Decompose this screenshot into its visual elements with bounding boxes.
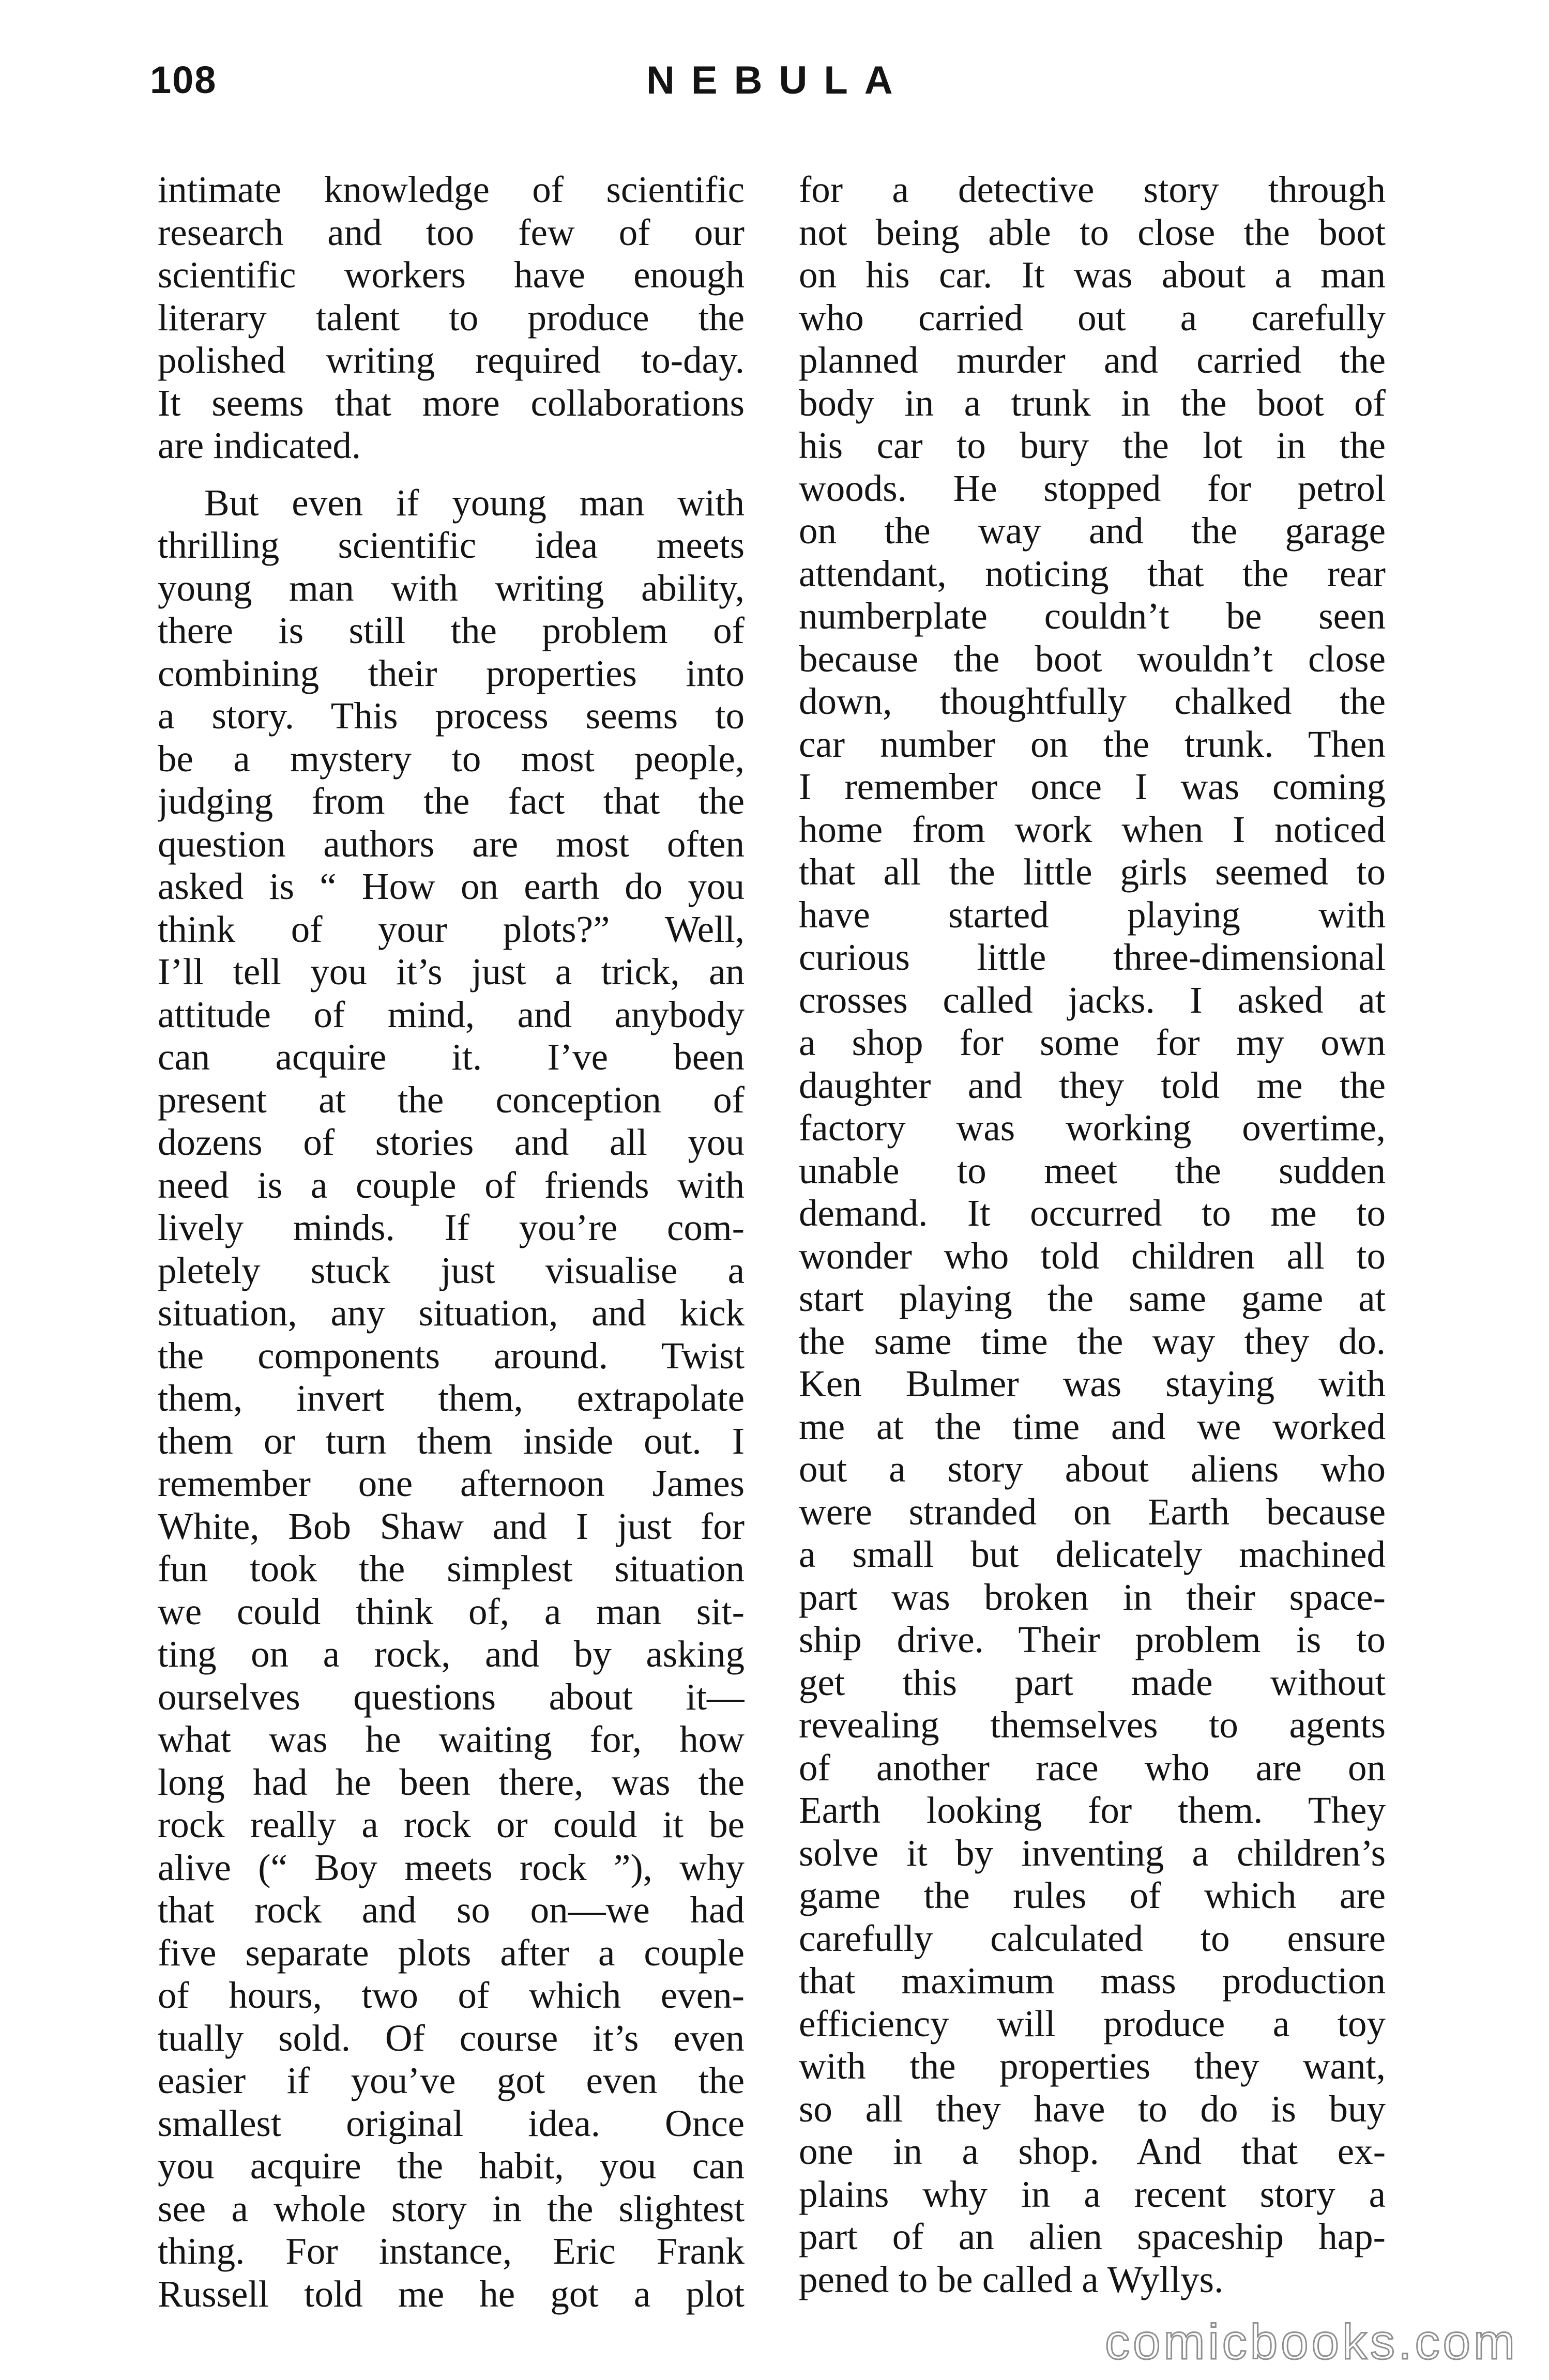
- text-line: a small but delicately machined: [799, 1533, 1386, 1575]
- text-line: of hours, two of which even-: [158, 1974, 745, 2016]
- text-line: them or turn them inside out. I: [158, 1420, 745, 1462]
- text-line: long had he been there, was the: [158, 1761, 745, 1803]
- text-line: because the boot wouldn’t close: [799, 637, 1386, 680]
- text-line: carefully calculated to ensure: [799, 1917, 1386, 1959]
- running-title: NEBULA: [646, 58, 909, 102]
- text-line: need is a couple of friends with: [158, 1164, 745, 1206]
- text-line: pened to be called a Wyllys.: [799, 2258, 1224, 2300]
- text-line: woods. He stopped for petrol: [799, 467, 1386, 509]
- left-text-column: [158, 169, 745, 2315]
- text-line: fun took the simplest situation: [158, 1548, 745, 1590]
- text-line: on his car. It was about a man: [799, 254, 1386, 296]
- text-line: that all the little girls seemed to: [799, 851, 1386, 893]
- text-line: part of an alien spaceship hap-: [799, 2216, 1386, 2257]
- text-line: planned murder and carried the: [799, 339, 1386, 381]
- text-line: easier if you’ve got even the: [158, 2059, 745, 2101]
- right-text-column: [799, 169, 1386, 2301]
- text-line: be a mystery to most people,: [158, 737, 745, 780]
- paragraph: [799, 169, 1386, 2301]
- text-line: I’ll tell you it’s just a trick, an: [158, 951, 745, 993]
- text-line: out a story about aliens who: [799, 1448, 1386, 1490]
- text-line: can acquire it. I’ve been: [158, 1036, 745, 1078]
- text-line: not being able to close the boot: [799, 211, 1386, 253]
- text-line: five separate plots after a couple: [158, 1931, 745, 1974]
- text-line: that rock and so on—we had: [158, 1889, 745, 1931]
- text-line: rock really a rock or could it be: [158, 1804, 745, 1845]
- text-line: with the properties they want,: [799, 2045, 1386, 2087]
- text-line: attendant, noticing that the rear: [799, 552, 1386, 594]
- text-line: factory was working overtime,: [799, 1107, 1386, 1149]
- text-line: curious little three-dimensional: [799, 936, 1386, 978]
- text-line: intimate knowledge of scientific: [158, 169, 745, 210]
- text-line: attitude of mind, and anybody: [158, 993, 745, 1035]
- text-line: see a whole story in the slightest: [158, 2187, 745, 2230]
- text-line: who carried out a carefully: [799, 296, 1386, 339]
- text-line: start playing the same game at: [799, 1277, 1386, 1319]
- text-line: present at the conception of: [158, 1078, 745, 1121]
- paragraph: [158, 482, 745, 2316]
- text-line: ship drive. Their problem is to: [799, 1619, 1386, 1660]
- text-line: daughter and they told me the: [799, 1064, 1386, 1106]
- text-line: dozens of stories and all you: [158, 1121, 745, 1163]
- text-line: But even if young man with: [204, 481, 745, 524]
- text-line: tually sold. Of course it’s even: [158, 2017, 745, 2059]
- text-line: that maximum mass production: [799, 1960, 1386, 2002]
- page-header: [150, 58, 1422, 115]
- text-line: of another race who are on: [799, 1746, 1386, 1789]
- text-line: on the way and the garage: [799, 510, 1386, 552]
- text-line: thing. For instance, Eric Frank: [158, 2230, 745, 2272]
- text-line: there is still the problem of: [158, 609, 745, 651]
- text-line: solve it by inventing a children’s: [799, 1832, 1386, 1874]
- text-line: White, Bob Shaw and I just for: [158, 1505, 745, 1547]
- text-line: research and too few of our: [158, 211, 745, 253]
- text-line: have started playing with: [799, 893, 1386, 936]
- text-line: young man with writing ability,: [158, 567, 745, 609]
- text-line: down, thoughtfully chalked the: [799, 680, 1386, 722]
- page-number: 108: [150, 58, 217, 101]
- text-line: efficiency will produce a toy: [799, 2002, 1386, 2045]
- text-line: for a detective story through: [799, 169, 1386, 210]
- text-line: revealing themselves to agents: [799, 1704, 1386, 1746]
- text-line: were stranded on Earth because: [799, 1490, 1386, 1533]
- text-line: combining their properties into: [158, 652, 745, 694]
- text-line: Earth looking for them. They: [799, 1789, 1386, 1831]
- text-line: scientific workers have enough: [158, 254, 745, 296]
- text-line: situation, any situation, and kick: [158, 1292, 745, 1334]
- text-line: ting on a rock, and by asking: [158, 1633, 745, 1675]
- text-line: get this part made without: [799, 1661, 1386, 1703]
- text-line: It seems that more collaborations: [158, 382, 745, 424]
- text-line: question authors are most often: [158, 822, 745, 865]
- text-line: we could think of, a man sit-: [158, 1590, 745, 1633]
- text-line: ourselves questions about it—: [158, 1675, 745, 1718]
- text-line: what was he waiting for, how: [158, 1718, 745, 1760]
- text-line: plains why in a recent story a: [799, 2173, 1386, 2215]
- text-line: think of your plots?” Well,: [158, 908, 745, 950]
- text-line: his car to bury the lot in the: [799, 424, 1386, 466]
- text-line: you acquire the habit, you can: [158, 2145, 745, 2187]
- text-line: wonder who told children all to: [799, 1234, 1386, 1277]
- text-line: numberplate couldn’t be seen: [799, 595, 1386, 637]
- text-line: body in a trunk in the boot of: [799, 382, 1386, 424]
- text-line: part was broken in their space-: [799, 1576, 1386, 1618]
- text-line: the components around. Twist: [158, 1334, 745, 1377]
- text-line: car number on the trunk. Then: [799, 723, 1386, 765]
- text-line: a shop for some for my own: [799, 1021, 1386, 1063]
- text-line: game the rules of which are: [799, 1874, 1386, 1916]
- text-line: thrilling scientific idea meets: [158, 524, 745, 566]
- text-line: smallest original idea. Once: [158, 2102, 745, 2144]
- text-line: home from work when I noticed: [799, 808, 1386, 850]
- text-line: a story. This process seems to: [158, 695, 745, 737]
- text-line: polished writing required to-day.: [158, 339, 745, 381]
- text-line: lively minds. If you’re com-: [158, 1207, 745, 1248]
- text-line: Russell told me he got a plot: [158, 2272, 745, 2315]
- text-line: unable to meet the sudden: [799, 1149, 1386, 1192]
- paragraph-gap: [158, 467, 745, 482]
- text-line: the same time the way they do.: [799, 1320, 1386, 1362]
- text-line: pletely stuck just visualise a: [158, 1249, 745, 1291]
- text-line: Ken Bulmer was staying with: [799, 1363, 1386, 1405]
- text-line: them, invert them, extrapolate: [158, 1377, 745, 1419]
- text-line: judging from the fact that the: [158, 780, 745, 822]
- text-line: one in a shop. And that ex-: [799, 2130, 1386, 2172]
- watermark-logo: comicbooks.com: [1105, 2314, 1518, 2370]
- text-line: so all they have to do is buy: [799, 2087, 1386, 2130]
- text-line: demand. It occurred to me to: [799, 1192, 1386, 1234]
- text-line: me at the time and we worked: [799, 1405, 1386, 1447]
- text-line: I remember once I was coming: [799, 766, 1386, 807]
- text-line: remember one afternoon James: [158, 1462, 745, 1504]
- text-line: are indicated.: [158, 424, 361, 466]
- text-line: alive (“ Boy meets rock ”), why: [158, 1846, 745, 1888]
- text-line: asked is “ How on earth do you: [158, 865, 745, 907]
- paragraph: [158, 169, 745, 467]
- text-line: literary talent to produce the: [158, 296, 745, 339]
- text-line: crosses called jacks. I asked at: [799, 979, 1386, 1021]
